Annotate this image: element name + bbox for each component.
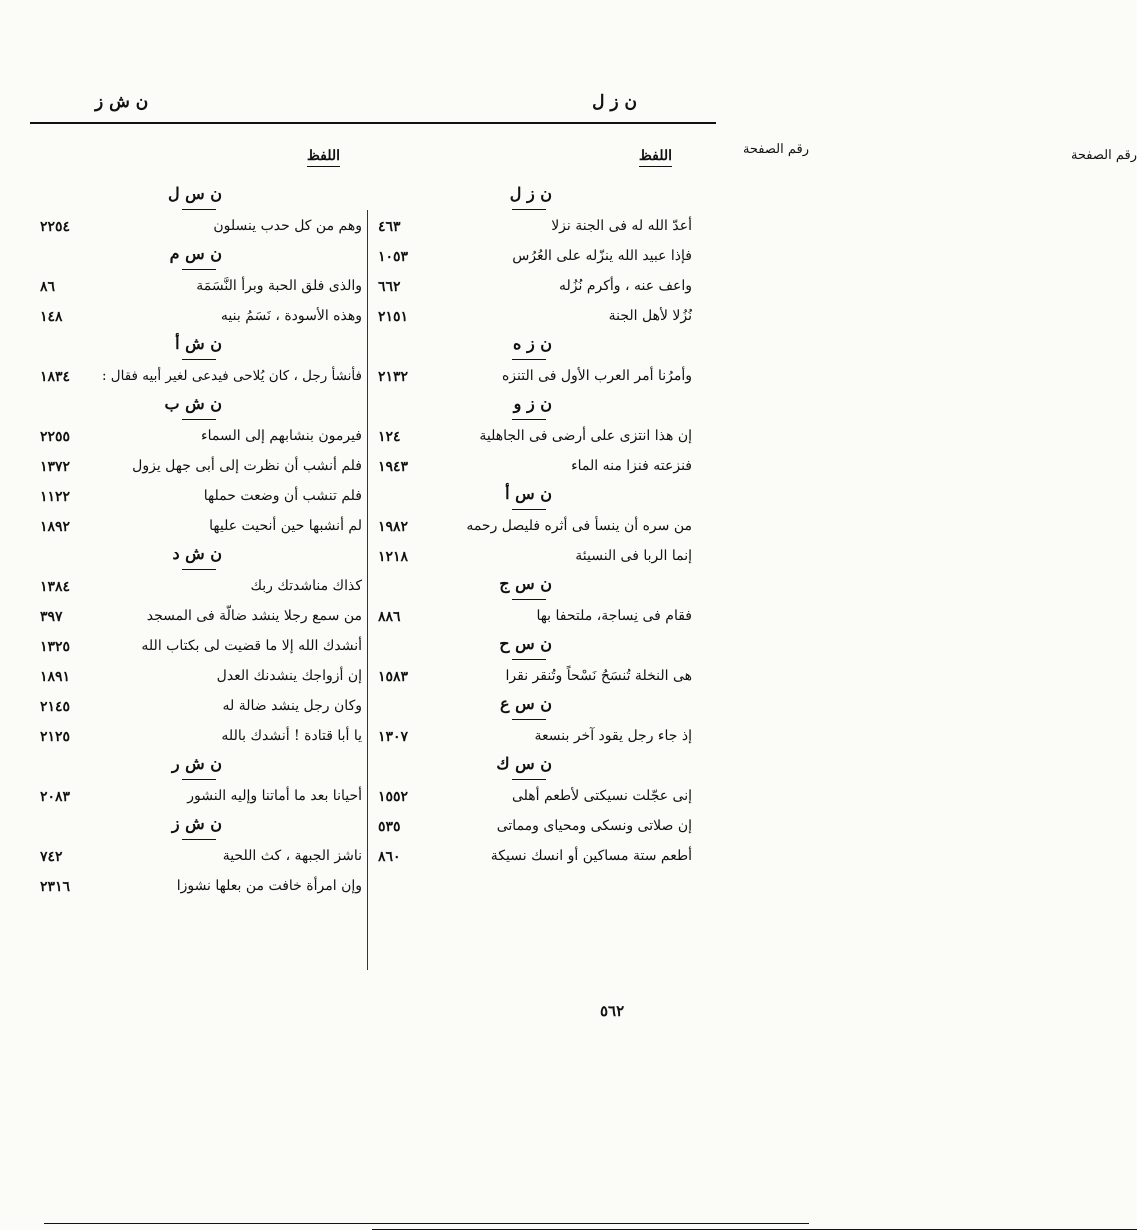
root-heading: [372, 182, 692, 212]
root-heading: [40, 542, 362, 572]
root-letters: ن ش ز: [171, 814, 222, 833]
entry-text: أطعم ستة مساكين أو انسك نسيكة: [490, 848, 692, 864]
entry-text: لم أنشبها حين أنحيت عليها: [209, 518, 362, 534]
root-letters: ن س ك: [496, 754, 552, 773]
running-header-right: ن ز ل: [592, 92, 637, 112]
index-entry: [40, 422, 362, 452]
root-letters: ن ش أ: [175, 334, 222, 353]
entry-text: من سره أن ينسأ فى أثره فليصل رحمه: [466, 518, 692, 534]
root-heading: [40, 332, 362, 362]
root-heading: [372, 632, 692, 662]
index-entry: [372, 812, 692, 842]
entry-page-number: ٢١٢٥: [40, 729, 71, 745]
entry-page-number: ١٣٧٢: [40, 459, 71, 475]
index-entry: [40, 872, 362, 902]
root-underline: [182, 839, 216, 840]
entry-text: نُزُلا لأهل الجنة: [608, 308, 692, 324]
root-underline: [182, 209, 216, 210]
root-underline: [512, 779, 546, 780]
entry-text: إنما الربا فى النسيئة: [575, 548, 692, 564]
entry-text: أحيانا بعد ما أماتنا وإليه النشور: [187, 788, 362, 804]
index-entry: [372, 362, 692, 392]
index-entry: [372, 542, 692, 572]
entry-text: إن هذا انتزى على أرضى فى الجاهلية: [479, 428, 692, 444]
entry-text: وهم من كل حدب ينسلون: [213, 218, 362, 234]
root-heading: [40, 392, 362, 422]
entry-page-number: ٨٦٠: [378, 849, 401, 865]
entry-page-number: ٤٦٣: [378, 219, 401, 235]
root-letters: ن ز و: [513, 394, 552, 413]
entry-page-number: ١٣٢٥: [40, 639, 71, 655]
entry-text: فنزعته فنزا منه الماء: [571, 458, 692, 474]
entry-page-number: ١٤٨: [40, 309, 63, 325]
root-letters: ن ش ب: [164, 394, 222, 413]
index-entry: [40, 692, 362, 722]
index-entry: [40, 272, 362, 302]
entry-text: وكان رجل ينشد ضالة له: [222, 698, 362, 714]
index-entry: [40, 452, 362, 482]
entry-text: ناشز الجبهة ، كث اللحية: [222, 848, 362, 864]
entry-text: فقام فى نِساجة، ملتحفا بها: [536, 608, 692, 624]
index-entry: [40, 782, 362, 812]
root-heading: [40, 182, 362, 212]
left-page-header: رقم الصفحة: [44, 142, 809, 1224]
entry-page-number: ١٣٠٧: [378, 729, 409, 745]
entry-text: فلم تنشب أن وضعت حملها: [203, 488, 362, 504]
root-heading: [40, 242, 362, 272]
index-entry: [372, 422, 692, 452]
root-underline: [182, 779, 216, 780]
entry-page-number: ٢٣١٦: [40, 879, 71, 895]
entry-text: وأمرُنا أمر العرب الأول فى التنزه: [501, 368, 692, 384]
index-entry: [372, 662, 692, 692]
entry-page-number: ٥٣٥: [378, 819, 401, 835]
root-underline: [182, 269, 216, 270]
entry-text: فأنشأ رجل ، كان يُلاحى فيدعى لغير أبيه فقال :: [101, 368, 362, 384]
entry-text: إن صلاتى ونسكى ومحياى ومماتى: [496, 818, 692, 834]
index-entry: [40, 212, 362, 242]
entry-page-number: ٨٨٦: [378, 609, 401, 625]
root-underline: [512, 659, 546, 660]
entry-page-number: ١٠٥٣: [378, 249, 409, 265]
running-header-left: ن ش ز: [95, 92, 149, 112]
index-entry: [372, 782, 692, 812]
index-entry: [372, 602, 692, 632]
entry-page-number: ١٨٣٤: [40, 369, 71, 385]
index-entry: [40, 662, 362, 692]
right-page-header: رقم الصفحة: [372, 148, 1137, 1230]
entry-text: والذى فلق الحبة وبرأ النَّسَمَة: [196, 278, 362, 294]
root-underline: [182, 359, 216, 360]
entry-text: وهذه الأسودة ، نَسَمُ بنيه: [220, 308, 362, 324]
index-entry: [372, 512, 692, 542]
entry-text: كذاك مناشدتك ربك: [250, 578, 362, 594]
entry-page-number: ٢١٥١: [378, 309, 409, 325]
entry-page-number: ١٥٨٣: [378, 669, 409, 685]
entry-page-number: ٢٢٥٤: [40, 219, 71, 235]
entry-text: إذ جاء رجل يقود آخر بنسعة: [534, 728, 692, 744]
root-letters: ن س ح: [499, 634, 552, 653]
entry-page-number: ٢٠٨٣: [40, 789, 71, 805]
entry-text: من سمع رجلا ينشد ضالّة فى المسجد: [146, 608, 362, 624]
index-entry: [372, 452, 692, 482]
entry-text: وإن امرأة خافت من بعلها نشوزا: [176, 878, 362, 894]
index-entry: [372, 242, 692, 272]
root-underline: [512, 599, 546, 600]
index-entry: [40, 482, 362, 512]
header-rule: [30, 122, 716, 124]
root-heading: [372, 392, 692, 422]
root-letters: ن ش ر: [171, 754, 222, 773]
root-heading: [372, 332, 692, 362]
root-letters: ن ش د: [172, 544, 222, 563]
right-column: [372, 182, 692, 872]
index-entry: [372, 272, 692, 302]
index-entry: [40, 722, 362, 752]
root-underline: [512, 359, 546, 360]
left-column: [40, 182, 362, 902]
index-entry: [372, 302, 692, 332]
entry-page-number: ١١٢٢: [40, 489, 71, 505]
root-underline: [512, 209, 546, 210]
index-entry: [372, 212, 692, 242]
entry-page-number: ١٣٨٤: [40, 579, 71, 595]
index-entry: [40, 512, 362, 542]
page-number: ٥٦٢: [600, 1002, 625, 1020]
entry-page-number: ٧٤٢: [40, 849, 63, 865]
entry-page-number: ٦٦٢: [378, 279, 401, 295]
root-heading: [372, 482, 692, 512]
entry-text: إنى عجّلت نسيكتى لأطعم أهلى: [511, 788, 692, 804]
index-entry: [40, 842, 362, 872]
root-underline: [512, 719, 546, 720]
entry-text: فلم أنشب أن نظرت إلى أبى جهل يزول: [132, 458, 362, 474]
root-letters: ن س ل: [167, 184, 222, 203]
left-word-header: اللفظ: [307, 148, 340, 167]
root-letters: ن س ع: [500, 694, 552, 713]
index-entry: [40, 632, 362, 662]
entry-page-number: ٨٦: [40, 279, 56, 295]
entry-page-number: ١٩٨٢: [378, 519, 409, 535]
index-entry: [40, 302, 362, 332]
entry-text: واعف عنه ، وأكرم نُزُله: [559, 278, 692, 294]
entry-text: هى النخلة تُنسَحُ نَسْحاً وتُنقر نقرا: [505, 668, 692, 684]
entry-page-number: ٢٢٥٥: [40, 429, 71, 445]
entry-page-number: ١٥٥٢: [378, 789, 409, 805]
index-entry: [40, 572, 362, 602]
entry-page-number: ١٢٤: [378, 429, 401, 445]
root-heading: [372, 692, 692, 722]
entry-text: فيرمون بنشابهم إلى السماء: [201, 428, 362, 444]
index-entry: [372, 842, 692, 872]
root-heading: [372, 572, 692, 602]
root-underline: [512, 509, 546, 510]
root-heading: [40, 812, 362, 842]
index-entry: [372, 722, 692, 752]
column-divider: [367, 210, 368, 970]
entry-page-number: ١٢١٨: [378, 549, 409, 565]
entry-page-number: ١٩٤٣: [378, 459, 409, 475]
root-heading: [40, 752, 362, 782]
entry-page-number: ١٨٩٢: [40, 519, 71, 535]
index-entry: [40, 362, 362, 392]
root-underline: [512, 419, 546, 420]
entry-page-number: ٢١٤٥: [40, 699, 71, 715]
entry-page-number: ٢١٣٢: [378, 369, 409, 385]
entry-text: إن أزواجك ينشدنك العدل: [216, 668, 362, 684]
right-word-header: اللفظ: [639, 148, 672, 167]
root-letters: ن س ج: [499, 574, 552, 593]
root-letters: ن س أ: [505, 484, 552, 503]
root-underline: [182, 419, 216, 420]
entry-text: فإذا عبيد الله ينزّله على العُرُس: [512, 248, 692, 264]
root-letters: ن ز ل: [509, 184, 552, 203]
root-letters: ن ز ه: [513, 334, 552, 353]
root-letters: ن س م: [169, 244, 222, 263]
root-heading: [372, 752, 692, 782]
root-underline: [182, 569, 216, 570]
entry-text: أنشدك الله إلا ما قضيت لى بكتاب الله: [141, 638, 362, 654]
index-entry: [40, 602, 362, 632]
entry-page-number: ١٨٩١: [40, 669, 71, 685]
entry-text: يا أبا قتادة ! أنشدك بالله: [221, 728, 362, 744]
entry-text: أعدّ الله له فى الجنة نزلا: [551, 218, 692, 234]
entry-page-number: ٣٩٧: [40, 609, 63, 625]
